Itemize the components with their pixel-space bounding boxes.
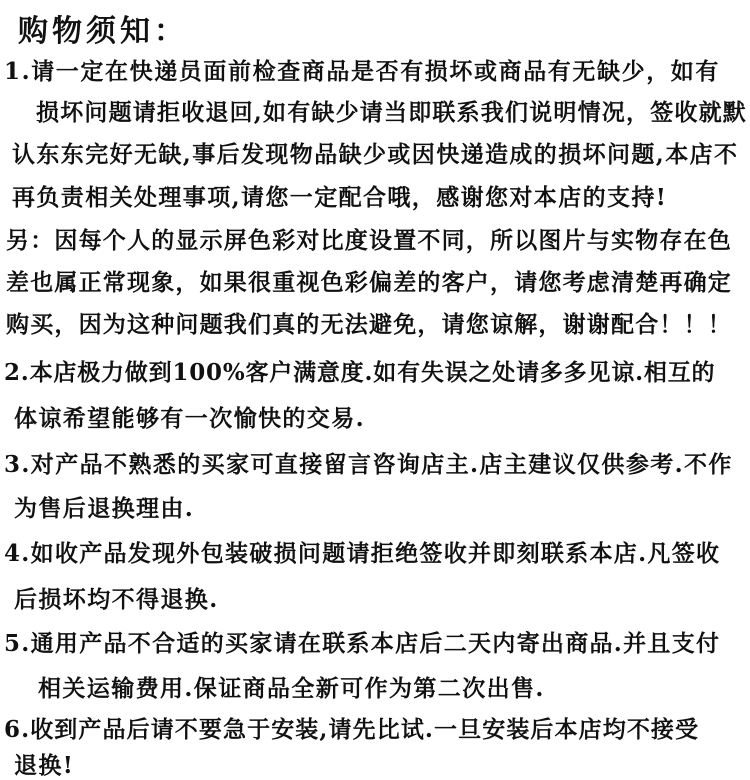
notice-line-note-3: 购买，因为这种问题我们真的无法避免，请您谅解，谢谢配合！！！ [6,311,732,338]
notice-line-3-1: 3.对产品不熟悉的买家可直接留言咨询店主.店主建议仅供参考.不作 [4,451,733,478]
notice-line-1-4: 再负责相关处理事项,请您一定配合哦，感谢您对本店的支持! [12,184,668,211]
notice-line-1-1: 1.请一定在快递员面前检查商品是否有损坏或商品有无缺少，如有 [4,58,721,85]
notice-title: 购物须知： [18,14,188,49]
notice-line-1-3: 认东东完好无缺,事后发现物品缺少或因快递造成的损坏问题,本店不 [12,141,739,168]
notice-line-5-1: 5.通用产品不合适的买家请在联系本店后二天内寄出商品.并且支付 [4,630,721,657]
notice-line-4-2: 后损坏均不得退换. [14,586,219,613]
notice-line-3-2: 为售后退换理由. [14,495,195,522]
notice-line-5-2: 相关运输费用.保证商品全新可作为第二次出售. [38,675,545,702]
notice-line-note-1: 另：因每个人的显示屏色彩对比度设置不同，所以图片与实物存在色 [6,227,732,254]
notice-line-1-2: 损坏问题请拒收退回,如有缺少请当即联系我们说明情况，签收就默 [36,99,748,126]
notice-line-4-1: 4.如收产品发现外包装破损问题请拒绝签收并即刻联系本店.凡签收 [4,540,721,567]
notice-line-2-1: 2.本店极力做到100%客户满意度.如有失误之处请多多见谅.相互的 [4,359,716,386]
notice-line-6-2: 退换! [14,752,75,779]
notice-line-2-2: 体谅希望能够有一次愉快的交易. [14,405,366,432]
notice-line-6-1: 6.收到产品后请不要急于安装,请先比试.一旦安装后本店均不接受 [4,716,700,743]
notice-line-note-2: 差也属正常现象，如果很重视色彩偏差的客户，请您考虑清楚再确定 [6,269,732,296]
